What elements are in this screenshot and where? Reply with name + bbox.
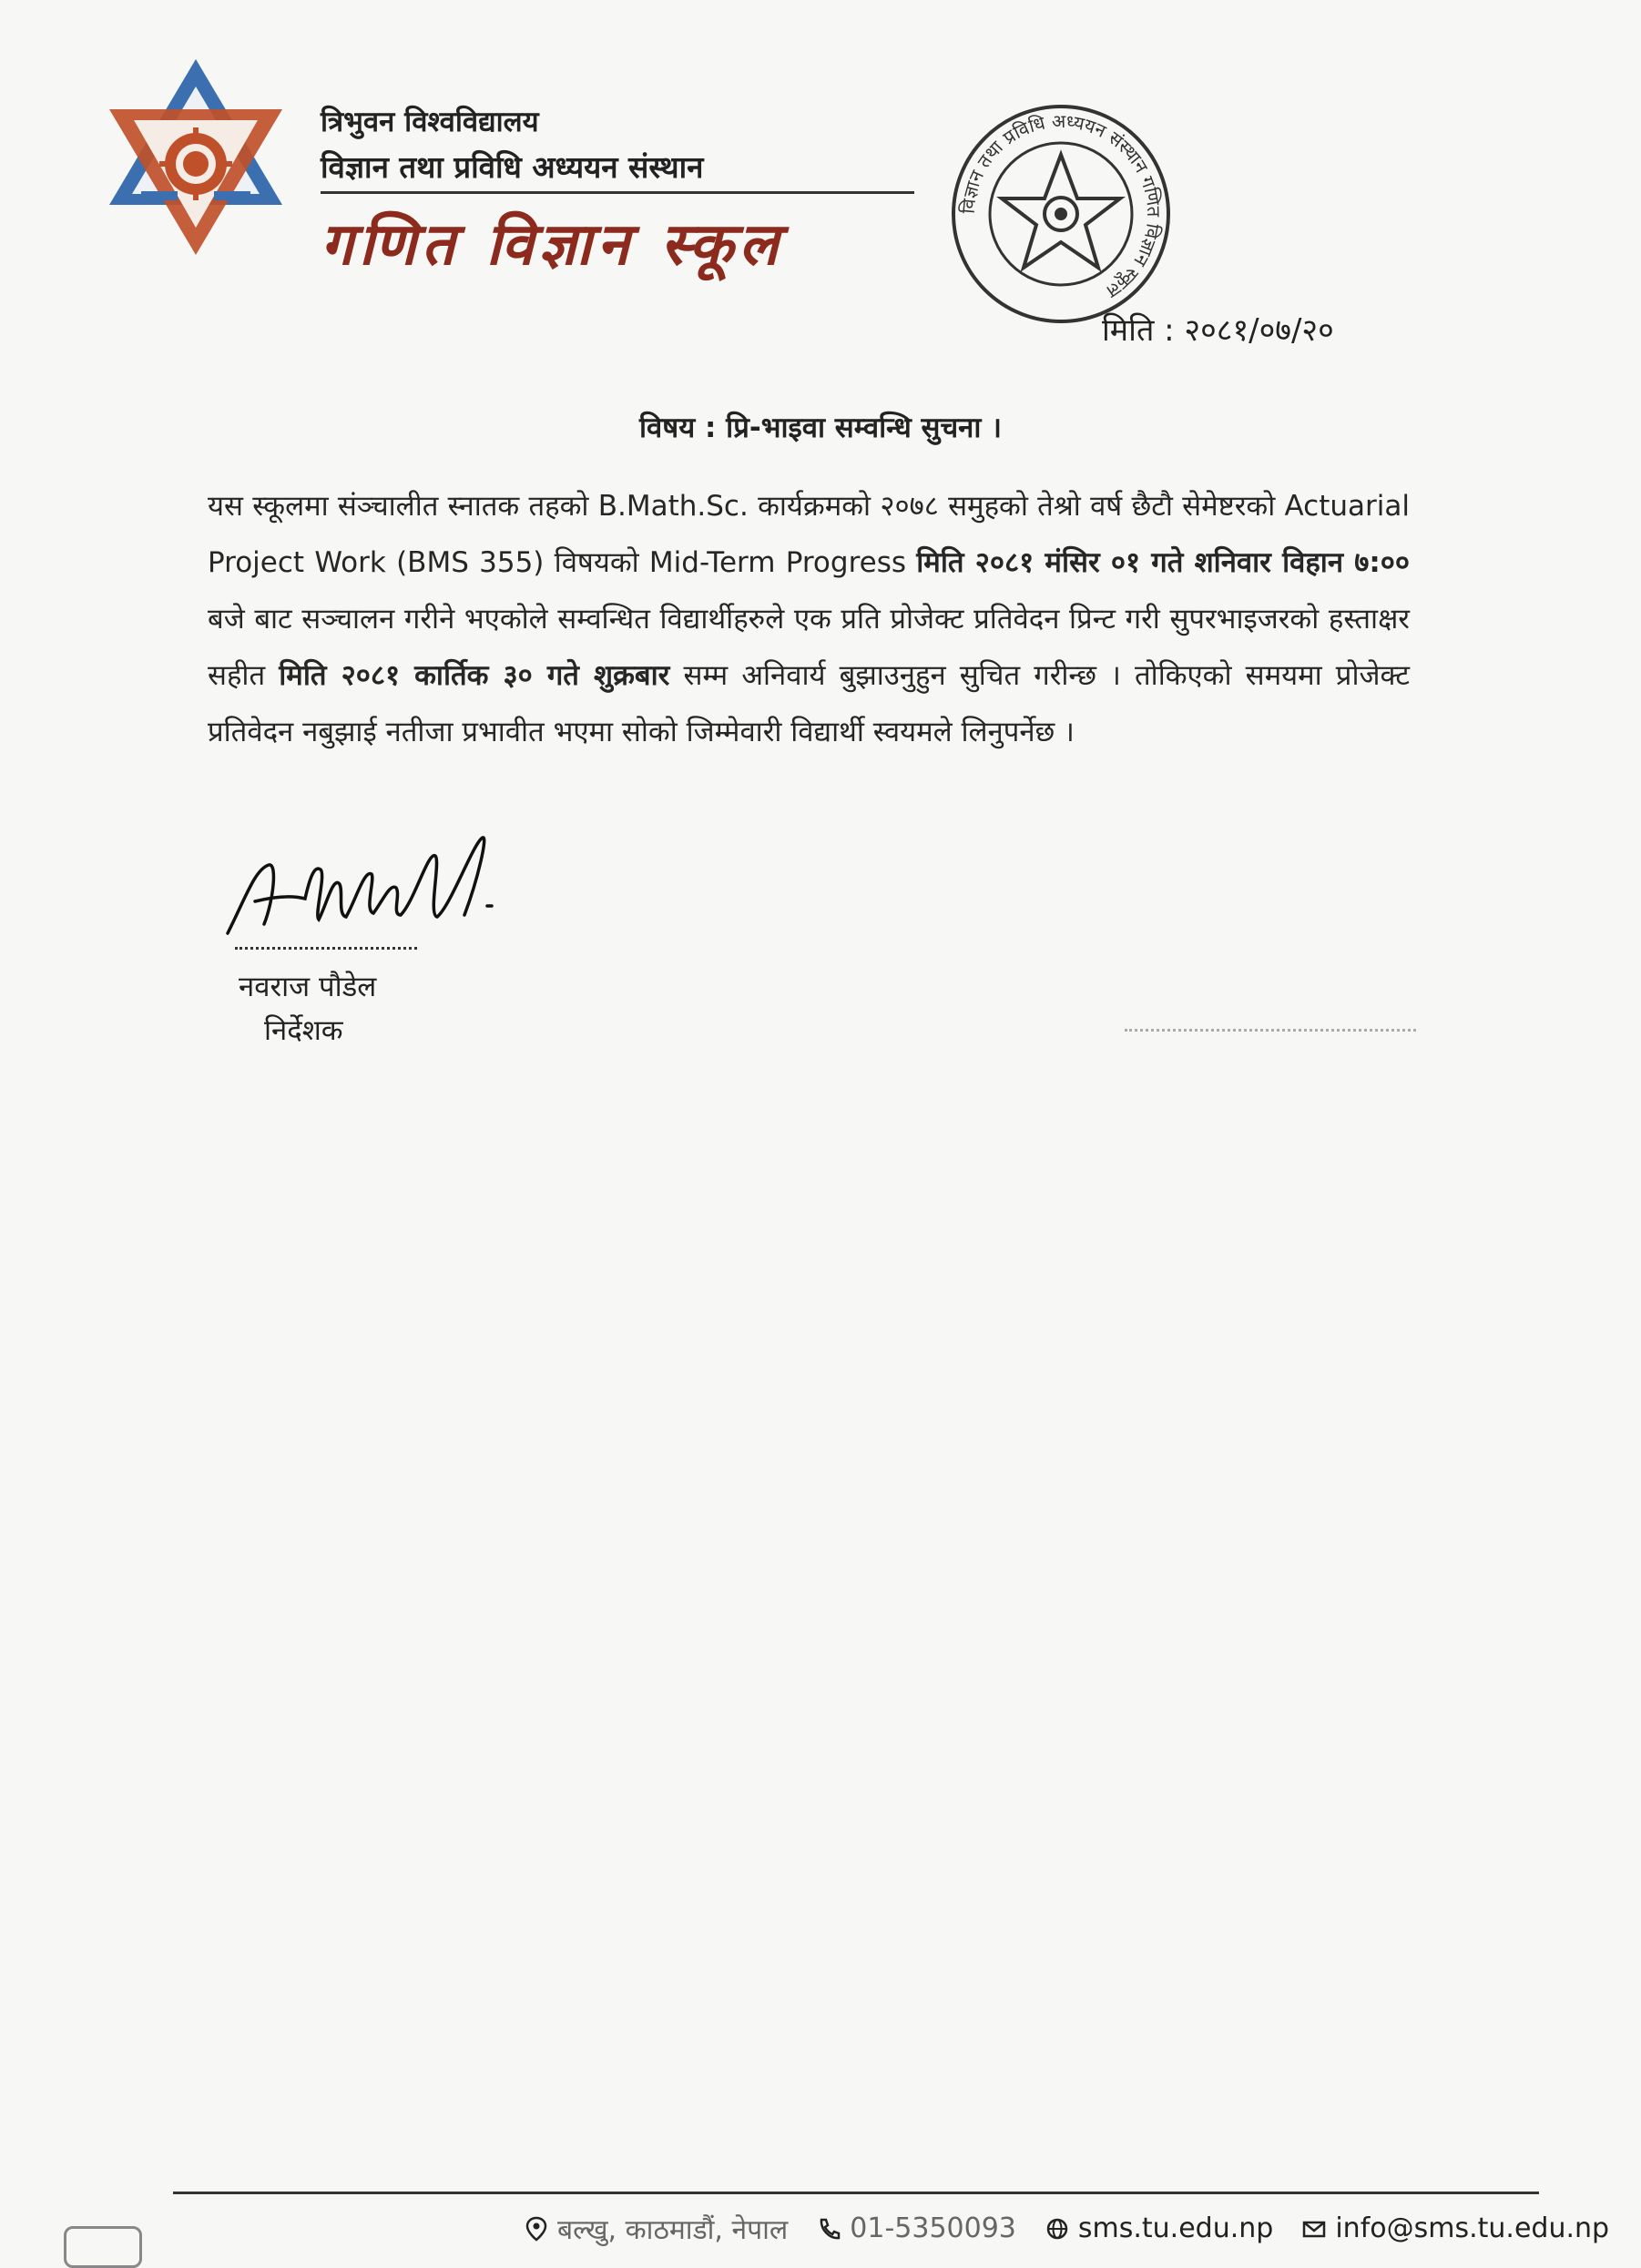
seal-text: विज्ञान तथा प्रविधि अध्ययन संस्थान गणित विज्ञान स्कूल (956, 109, 1166, 303)
footer-address: बल्खु, काठमाडौं, नेपाल (557, 2214, 789, 2246)
email-icon (1302, 2216, 1326, 2242)
date-label: मिति : (1102, 312, 1184, 349)
body-part: बजे बाट सञ्चालन गरीने भएकोले सम्वन्धित विद्यार्थीहरुले एक प्रति प्रोजेक्ट प्रतिवेदन प्रिन्ट गरी सुपरभाइजरको हस्ताक्षर सहीत (208, 603, 1410, 692)
school-seal-stamp (947, 100, 1175, 328)
institute-name: विज्ञान तथा प्रविधि अध्ययन संस्थान (321, 149, 704, 185)
footer-contact (525, 2210, 1609, 2247)
phone-icon (817, 2216, 841, 2242)
subject-text: प्रि-भाइवा सम्वन्धि सुचना । (726, 412, 1002, 444)
footer-divider (173, 2192, 1539, 2194)
body-part-bold: मिति २०८१ मंसिर ०१ गते शनिवार विहान ७:०० (916, 546, 1410, 579)
footer-email[interactable]: info@sms.tu.edu.np (1335, 2212, 1610, 2244)
university-logo (105, 55, 287, 259)
corner-mark (64, 2226, 142, 2268)
signer-name: नवराज पौडेल (239, 971, 377, 1003)
signer-title: निर्देशक (264, 1014, 343, 1047)
notice-date (1102, 308, 1334, 350)
date-value: २०८१/०७/२० (1184, 312, 1334, 349)
globe-icon (1045, 2216, 1069, 2242)
faint-dotted-line (1125, 1029, 1416, 1032)
svg-text:विज्ञान तथा प्रविधि अध्ययन संस (957, 110, 1165, 303)
university-name: त्रिभुवन विश्वविद्यालय (321, 106, 539, 138)
body-part: यस स्कूलमा संञ्चालीत स्नातक तहको B.Math.Sc. कार्यक्रमको २०७८ समुहको तेश्रो वर्ष छैटौ सेमेष्टरको Actuarial Project Work (BMS 355) विषयको Mid-Term Progress (208, 490, 1410, 579)
subject-label: विषय : (639, 412, 726, 444)
body-part-bold: मिति २०८१ कार्तिक ३० गते शुक्रबार (279, 659, 670, 692)
footer-website[interactable]: sms.tu.edu.np (1077, 2212, 1274, 2244)
notice-subject (0, 408, 1641, 446)
body-part: सम्म अनिवार्य बुझाउनुहुन सुचित गरीन्छ । तोकिएको समयमा प्रोजेक्ट प्रतिवेदन नबुझाई नतीजा प्रभावीत भएमा सोको जिम्मेवारी विद्यार्थी स्वयमले लिनुपर्नेछ । (208, 659, 1410, 748)
footer-phone: 01-5350093 (850, 2212, 1016, 2244)
notice-body (208, 478, 1410, 760)
director-signature (219, 815, 528, 951)
school-name: गणित विज्ञान स्कूल (321, 210, 784, 279)
signature-line (235, 947, 417, 950)
header-divider (321, 191, 914, 194)
location-pin-icon (525, 2216, 548, 2242)
